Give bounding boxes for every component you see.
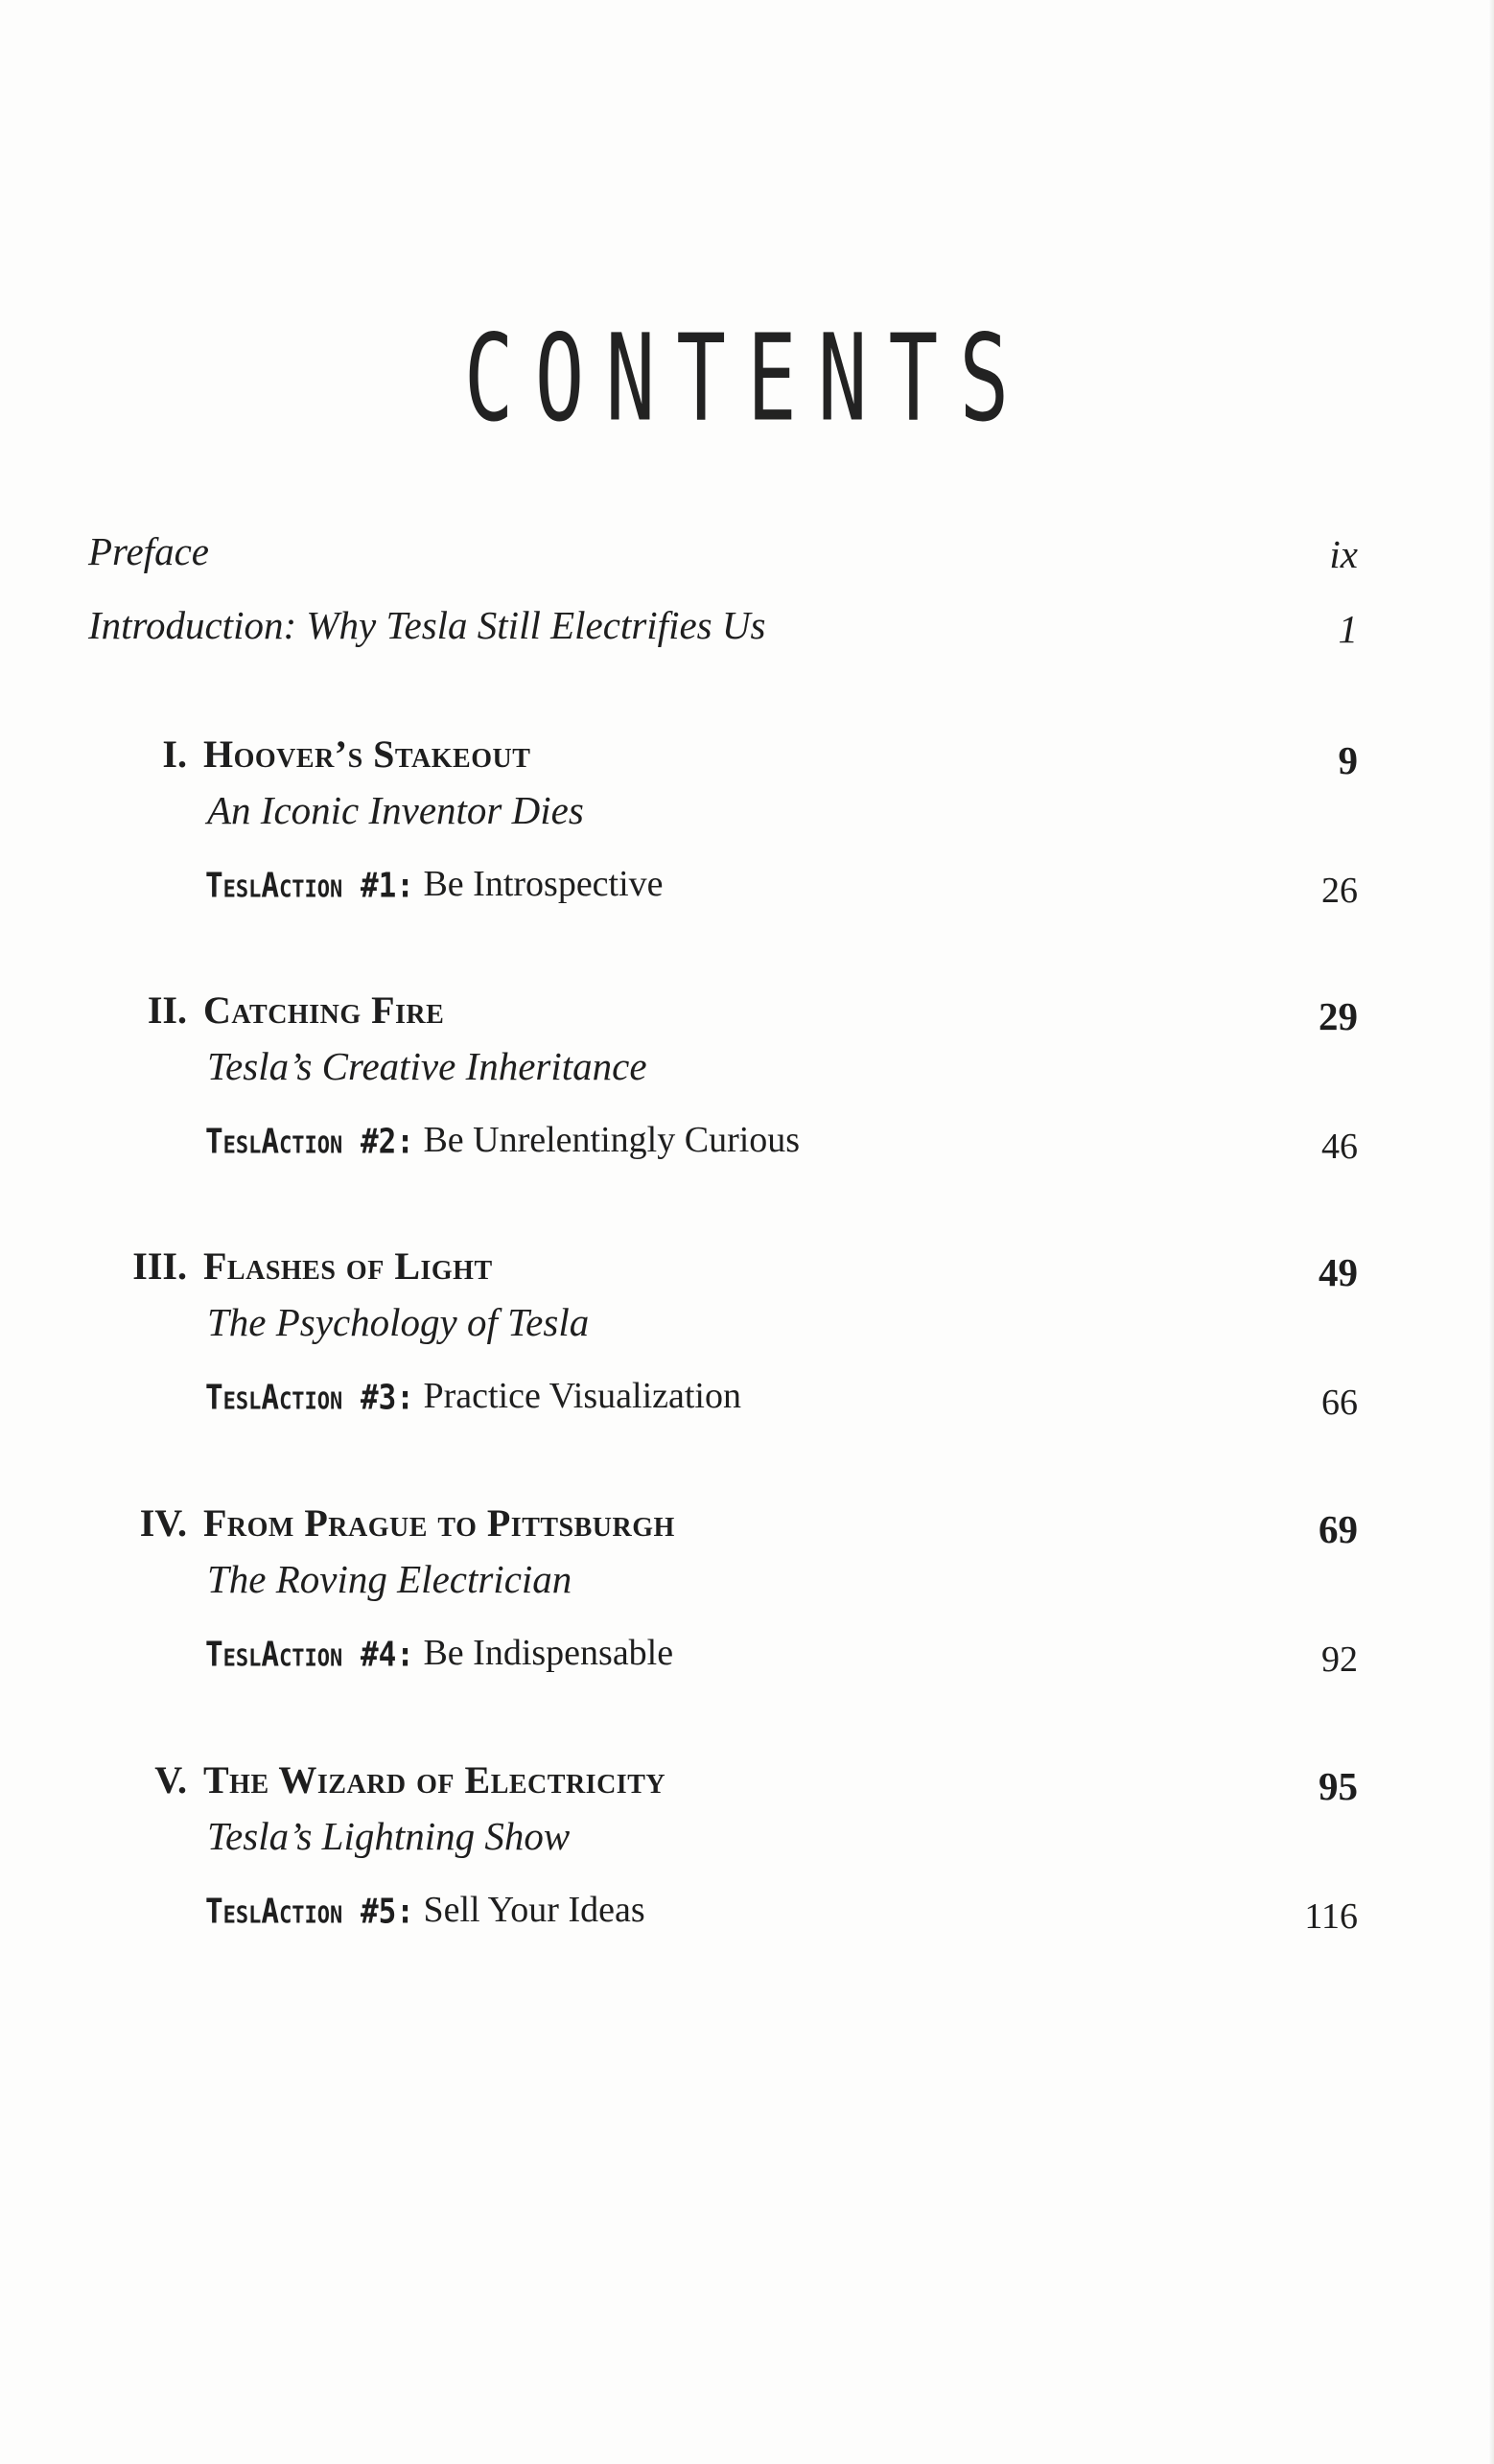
chapter-numeral: II. [147,988,187,1032]
chapter-page: 95 [1319,1764,1358,1808]
teslaction-page: 66 [1321,1383,1358,1423]
chapter-page: 69 [1319,1507,1358,1551]
chapter-numeral: I. [162,732,187,776]
chapter-title[interactable]: Flashes of Light [203,1244,493,1288]
chapter-subtitle: Tesla’s Creative Inheritance [207,1044,647,1088]
chapter-subtitle: Tesla’s Lightning Show [207,1814,571,1858]
chapter-title[interactable]: Hoover’s Stakeout [203,732,531,776]
toc-page-introduction: 1 [1338,607,1358,651]
chapter-numeral: IV. [139,1501,187,1545]
teslaction-text: Practice Visualization [423,1376,741,1416]
chapter-page: 29 [1319,994,1358,1038]
chapter-page: 49 [1319,1250,1358,1294]
page-title: CONTENTS [463,309,1031,449]
teslaction-entry[interactable] [205,1376,741,1418]
teslaction-entry[interactable] [205,1890,645,1932]
chapter-numeral: III. [132,1244,187,1288]
toc-entry-preface[interactable]: Preface [88,529,209,573]
chapter-numeral: V. [154,1758,187,1802]
teslaction-text: Be Indispensable [423,1633,674,1673]
chapter-title[interactable]: The Wizard of Electricity [203,1758,666,1802]
chapter-subtitle: The Psychology of Tesla [207,1300,590,1344]
teslaction-entry[interactable] [205,1120,801,1162]
toc-entry-introduction[interactable]: Introduction: Why Tesla Still Electrifies Us [88,603,766,647]
teslaction-text: Be Unrelentingly Curious [423,1120,801,1160]
chapter-title[interactable]: Catching Fire [203,988,445,1032]
teslaction-page: 116 [1304,1896,1358,1937]
chapter-subtitle: The Roving Electrician [207,1557,572,1601]
teslaction-label: TeslAction #1: [205,866,414,906]
teslaction-label: TeslAction #2: [205,1122,414,1162]
teslaction-text: Be Introspective [423,864,664,904]
teslaction-page: 92 [1321,1639,1358,1680]
teslaction-label: TeslAction #3: [205,1378,414,1418]
teslaction-entry[interactable] [205,1633,674,1675]
chapter-subtitle: An Iconic Inventor Dies [207,788,584,832]
teslaction-label: TeslAction #5: [205,1892,414,1932]
teslaction-page: 26 [1321,871,1358,911]
teslaction-label: TeslAction #4: [205,1635,414,1675]
chapter-title[interactable]: From Prague to Pittsburgh [203,1501,675,1545]
teslaction-entry[interactable] [205,864,664,906]
teslaction-text: Sell Your Ideas [423,1890,645,1930]
toc-page-preface: ix [1329,532,1358,576]
teslaction-page: 46 [1321,1127,1358,1167]
chapter-page: 9 [1338,738,1358,782]
